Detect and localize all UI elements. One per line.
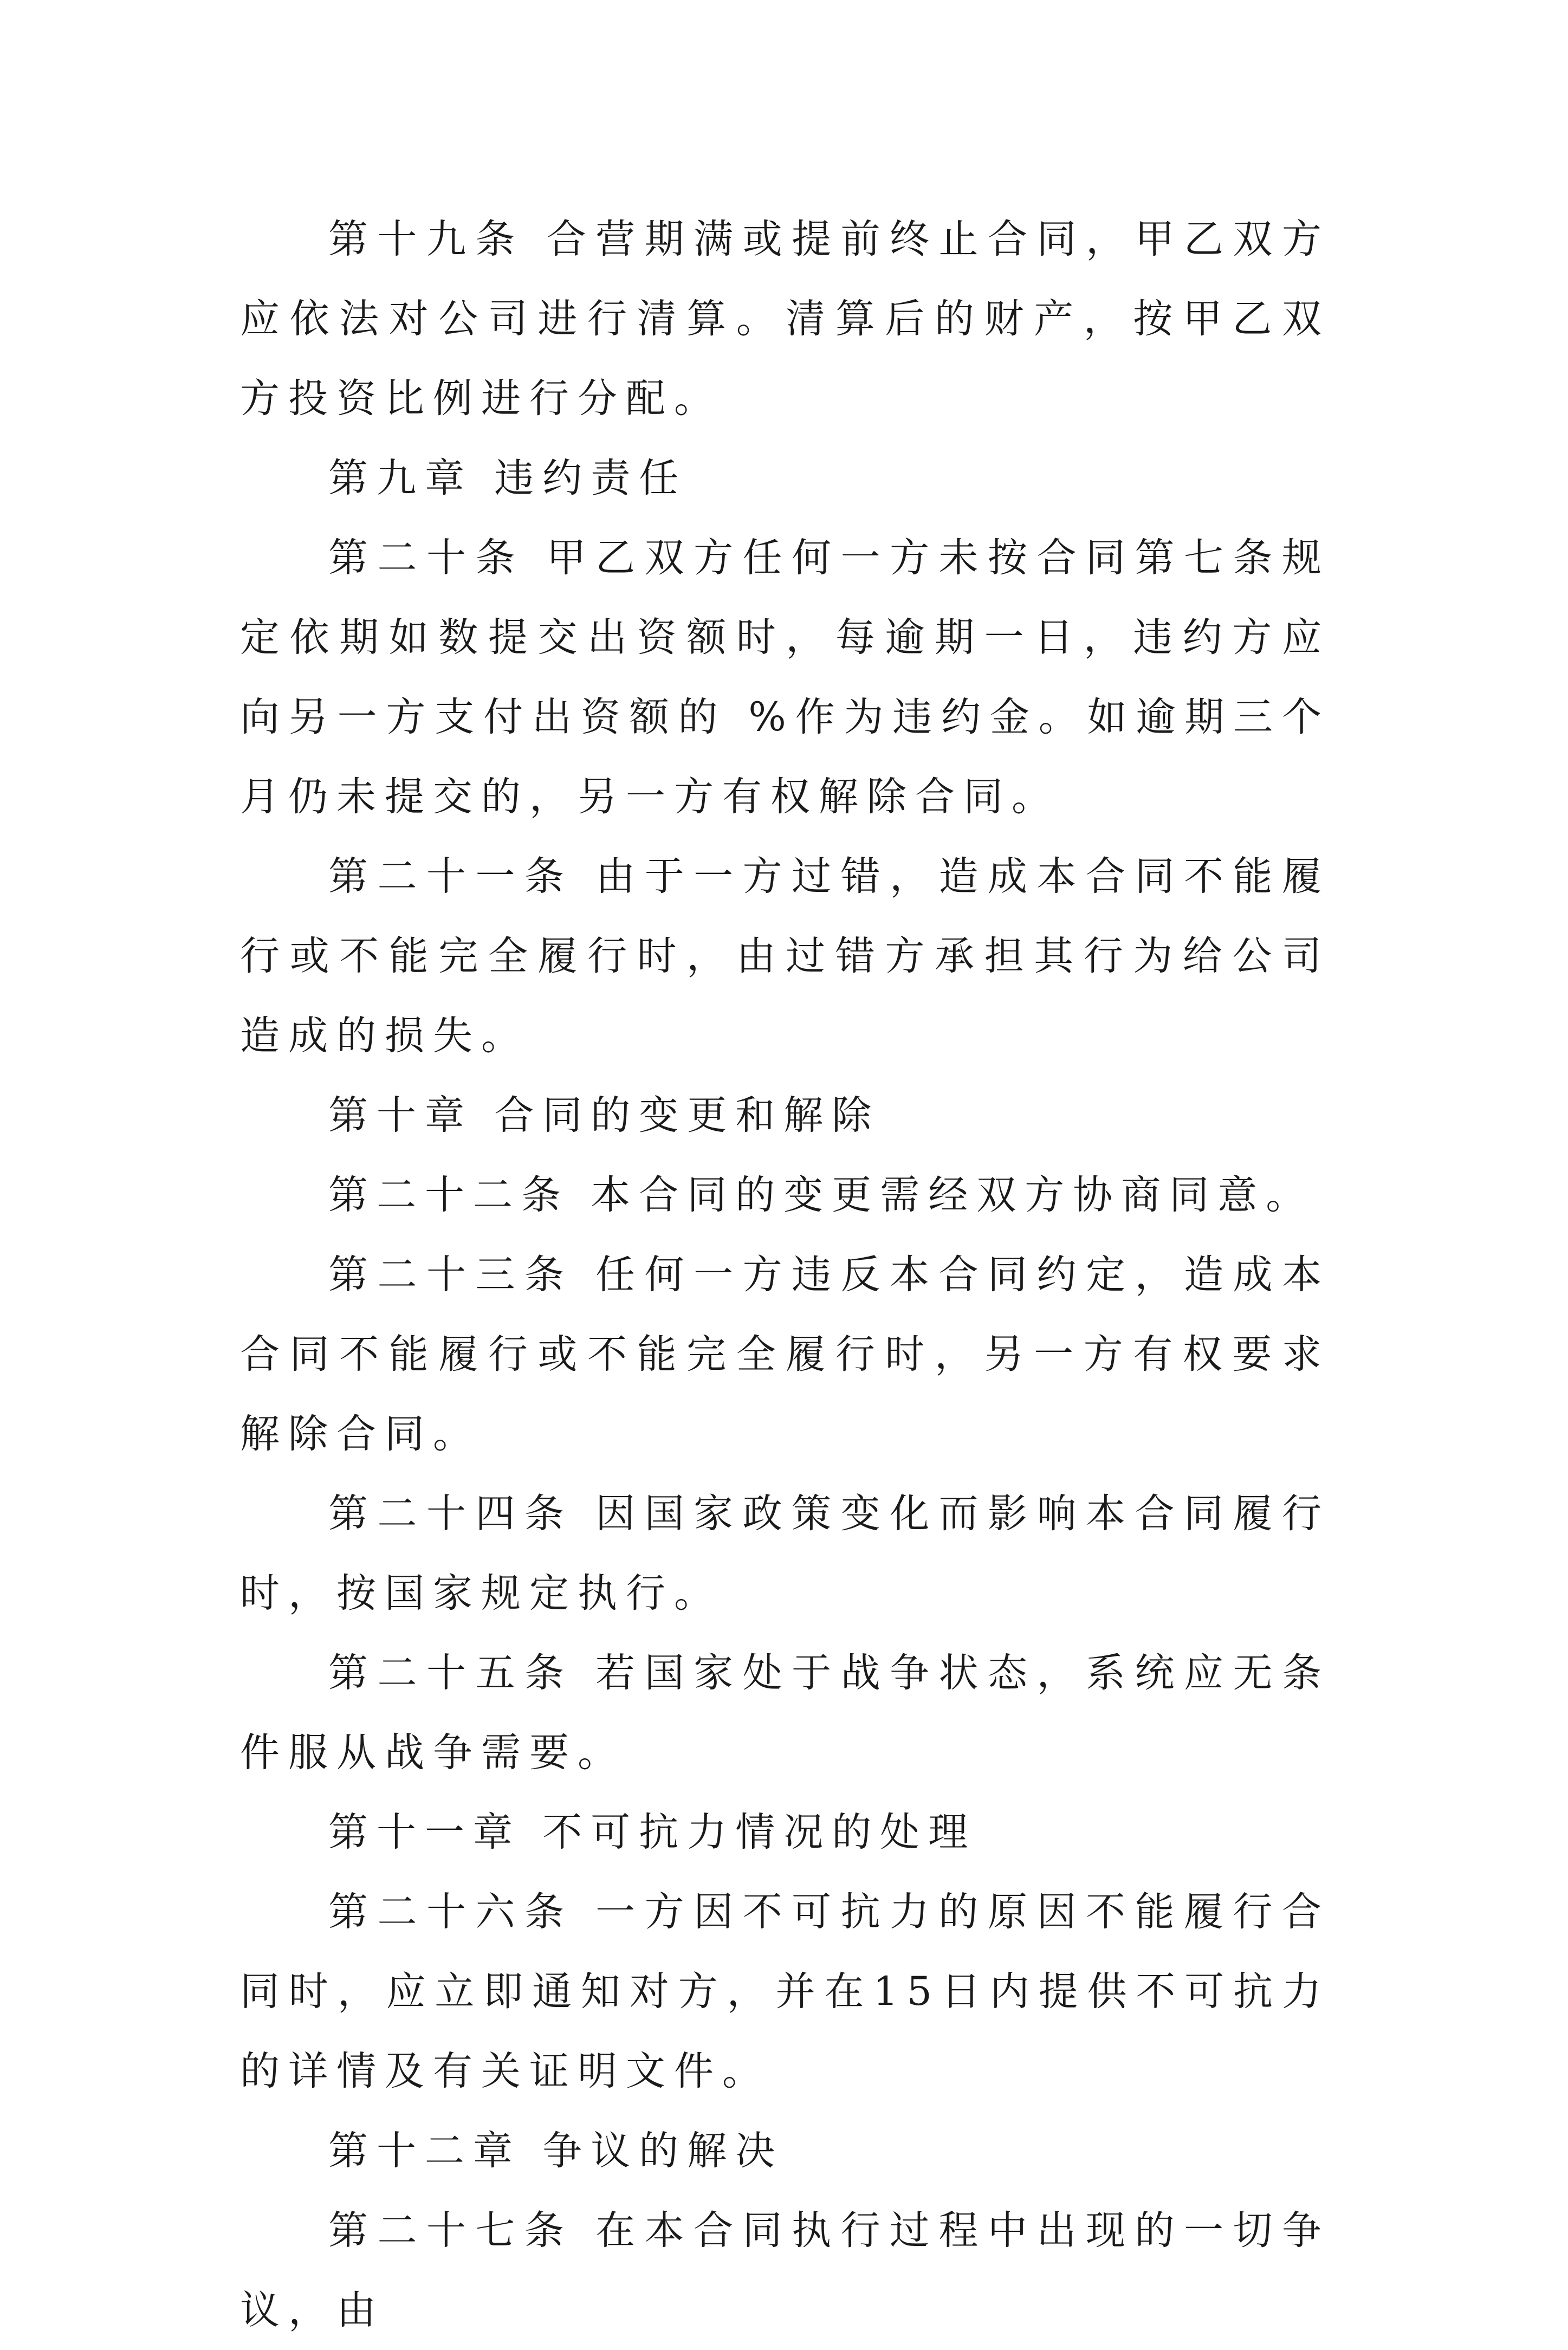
article-20: 第二十条 甲乙双方任何一方未按合同第七条规定依期如数提交出资额时，每逾期一日，违约方应向另一方支付出资额的 %作为违约金。如逾期三个月仍未提交的，另一方有权解除合同。: [240, 535, 1330, 820]
article-21: 第二十一条 由于一方过错，造成本合同不能履行或不能完全履行时，由过错方承担其行为给公司造成的损失。: [240, 853, 1330, 1059]
chapter-10-heading: 第十章 合同的变更和解除: [328, 1092, 880, 1138]
chapter-12-heading: 第十二章 争议的解决: [328, 2128, 784, 2174]
article-27: 第二十七条 在本合同执行过程中出现的一切争议，由: [240, 2207, 1330, 2333]
article-24: 第二十四条 因国家政策变化而影响本合同履行时，按国家规定执行。: [240, 1491, 1330, 1616]
article-25: 第二十五条 若国家处于战争状态，系统应无条件服从战争需要。: [240, 1650, 1330, 1776]
article-19: 第十九条 合营期满或提前终止合同，甲乙双方应依法对公司进行清算。清算后的财产，按甲乙双方投资比例进行分配。: [240, 216, 1330, 422]
chapter-11-heading: 第十一章 不可抗力情况的处理: [328, 1809, 977, 1855]
document-page: [240, 199, 1330, 2350]
article-26: 第二十六条 一方因不可抗力的原因不能履行合同时，应立即通知对方，并在15日内提供不可抗力的详情及有关证明文件。: [240, 1889, 1330, 2094]
article-22: 第二十二条 本合同的变更需经双方协商同意。: [328, 1172, 1314, 1218]
article-23: 第二十三条 任何一方违反本合同约定，造成本合同不能履行或不能完全履行时，另一方有权要求解除合同。: [240, 1252, 1330, 1457]
chapter-9-heading: 第九章 违约责任: [328, 455, 688, 501]
